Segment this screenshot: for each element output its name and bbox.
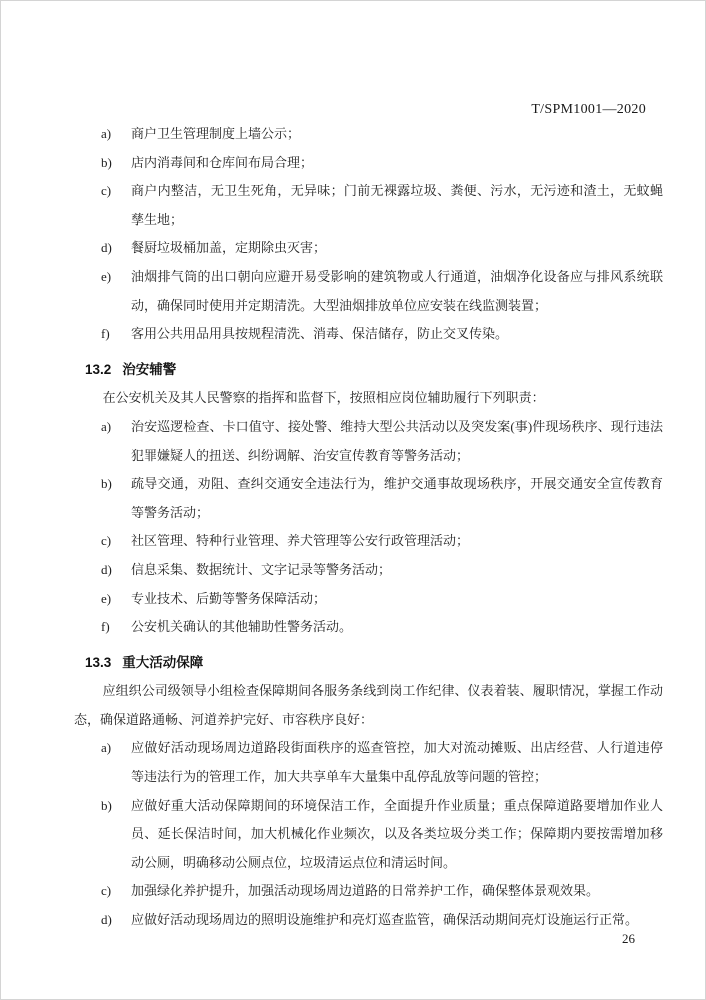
list-item <box>74 906 663 935</box>
item-label: d) <box>101 912 112 928</box>
section-title: 重大活动保障 <box>122 654 204 670</box>
item-text: 加强绿化养护提升，加强活动现场周边道路的日常养护工作，确保整体景观效果。 <box>131 883 600 899</box>
item-label: f) <box>101 619 110 635</box>
section-number: 13.3 <box>85 654 112 670</box>
document-code-header: T/SPM1001—2020 <box>531 102 646 117</box>
item-label: a) <box>101 740 112 756</box>
list-item <box>74 320 663 349</box>
item-label: b) <box>101 154 112 170</box>
list-item <box>74 413 663 470</box>
item-text: 油烟排气筒的出口朝向应避开易受影响的建筑物或人行通道，油烟净化设备应与排风系统联动，确保同时使用并定期清洗。大型油烟排放单位应安装在线监测装置； <box>131 268 663 313</box>
item-label: e) <box>101 590 112 606</box>
list-item <box>74 527 663 556</box>
page-number: 26 <box>622 931 635 946</box>
item-text: 公安机关确认的其他辅助性警务活动。 <box>131 619 353 635</box>
list-item <box>74 234 663 263</box>
item-text: 餐厨垃圾桶加盖，定期除虫灭害； <box>131 240 327 256</box>
event-support-clause-list <box>74 734 663 934</box>
security-clause-list <box>74 413 663 642</box>
item-text: 信息采集、数据统计、文字记录等警务活动； <box>131 561 392 577</box>
list-item <box>74 877 663 906</box>
list-item <box>74 149 663 178</box>
section-heading-13-3 <box>85 649 663 678</box>
item-label: d) <box>101 240 112 256</box>
item-label: f) <box>101 326 110 342</box>
list-item <box>74 613 663 642</box>
sanitation-clause-list <box>74 120 663 349</box>
item-label: c) <box>101 883 112 899</box>
item-text: 专业技术、后勤等警务保障活动； <box>131 590 327 606</box>
item-label: a) <box>101 126 112 141</box>
item-label: b) <box>101 476 112 492</box>
list-item <box>74 585 663 614</box>
item-label: c) <box>101 533 112 549</box>
list-item <box>74 263 663 320</box>
list-item <box>74 177 663 234</box>
item-text: 商户卫生管理制度上墙公示； <box>131 126 301 141</box>
list-item <box>74 556 663 585</box>
item-label: a) <box>101 418 112 434</box>
item-text: 商户内整洁，无卫生死角，无异味；门前无裸露垃圾、粪便、污水，无污迹和渣土，无蚊蝇孳生地； <box>131 183 663 227</box>
item-text: 应做好活动现场周边道路段街面秩序的巡查管控，加大对流动摊贩、出店经营、人行道违停等违法行为的管理工作，加大共享单车大量集中乱停乱放等问题的管控； <box>131 740 663 785</box>
item-label: c) <box>101 183 112 199</box>
section-title: 治安辅警 <box>122 361 177 377</box>
item-text: 客用公共用品用具按规程清洗、消毒、保洁储存，防止交叉传染。 <box>131 326 509 342</box>
page-content <box>74 120 663 935</box>
list-item <box>74 792 663 878</box>
section-13-3-intro: 应组织公司级领导小组检查保障期间各服务条线到岗工作纪律、仪表着装、履职情况，掌握工作动态，确保道路通畅、河道养护完好、市容秩序良好： <box>74 683 663 727</box>
item-text: 店内消毒间和仓库间布局合理； <box>131 154 314 170</box>
section-13-2-intro: 在公安机关及其人民警察的指挥和监督下，按照相应岗位辅助履行下列职责： <box>102 390 545 406</box>
item-label: e) <box>101 268 112 284</box>
item-text: 治安巡逻检查、卡口值守、接处警、维持大型公共活动以及突发案(事)件现场秩序、现行违法犯罪嫌疑人的扭送、纠纷调解、治安宣传教育等警务活动； <box>131 418 663 463</box>
list-item <box>74 470 663 527</box>
item-label: b) <box>101 797 112 813</box>
item-text: 应做好重大活动保障期间的环境保洁工作，全面提升作业质量；重点保障道路要增加作业人员、延长保洁时间，加大机械化作业频次，以及各类垃圾分类工作；保障期内要按需增加移动公厕，明确移动公厕点位，垃圾清运点位和清运时间。 <box>131 797 663 870</box>
section-number: 13.2 <box>85 361 112 377</box>
list-item <box>74 120 663 149</box>
item-text: 社区管理、特种行业管理、养犬管理等公安行政管理活动； <box>131 533 470 549</box>
section-heading-13-2 <box>85 356 663 385</box>
item-text: 应做好活动现场周边的照明设施维护和亮灯巡查监管，确保活动期间亮灯设施运行正常。 <box>131 912 639 928</box>
item-label: d) <box>101 561 112 577</box>
list-item <box>74 734 663 791</box>
item-text: 疏导交通，劝阻、查纠交通安全违法行为，维护交通事故现场秩序，开展交通安全宣传教育等警务活动； <box>131 476 663 520</box>
